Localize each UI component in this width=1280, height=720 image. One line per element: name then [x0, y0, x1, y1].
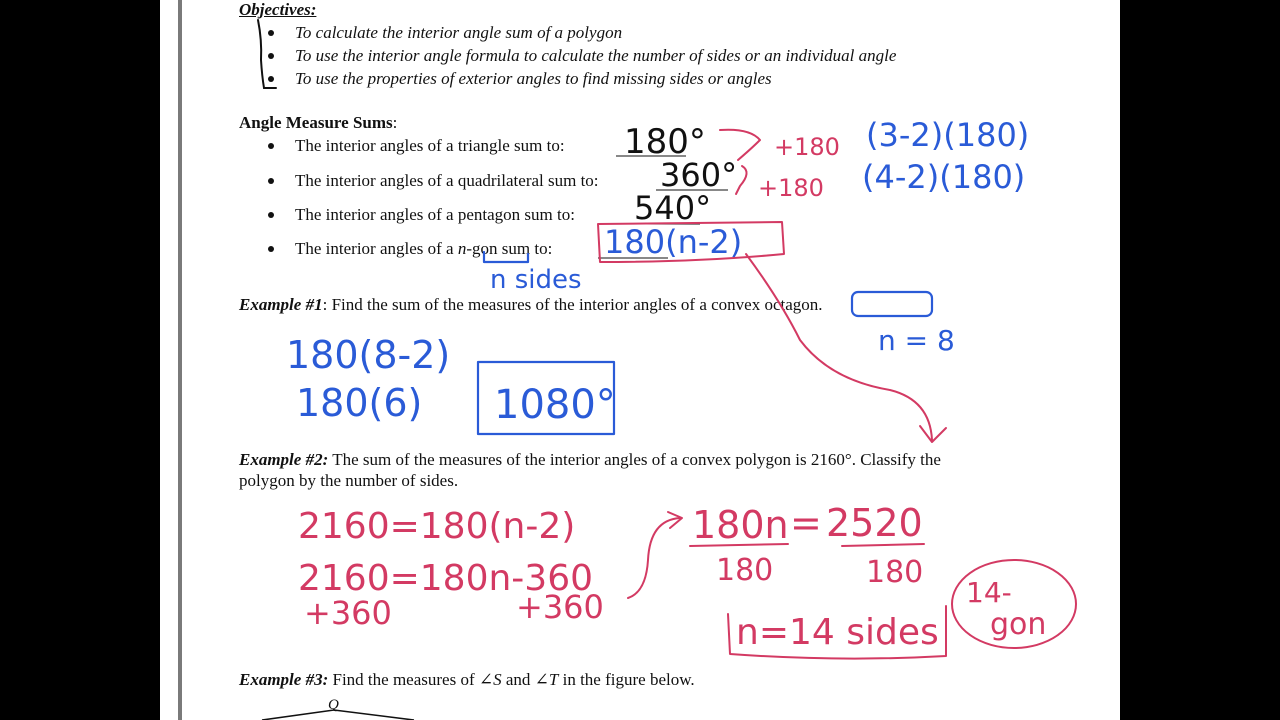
red-long-arrow-head [920, 426, 946, 442]
n-equals-8: n = 8 [878, 324, 955, 357]
ex2-denominator-right: 180 [866, 555, 924, 590]
quad-sum-answer: 360° [660, 156, 738, 194]
plus-180-second: +180 [758, 174, 824, 202]
objective-item: To use the properties of exterior angles to find missing sides or angles [295, 69, 772, 88]
ex1-work-line1: 180(8-2) [286, 333, 451, 377]
pentagon-sum-answer: 540° [634, 189, 712, 227]
ngon-variable: n [457, 239, 467, 258]
triangle-sum-answer: 180° [624, 122, 706, 162]
ex2-denominator-left: 180 [716, 553, 774, 588]
angle-sum-item: The interior angles of a triangle sum to: [295, 136, 565, 155]
octagon-box [852, 292, 932, 316]
angle-sum-item: The interior angles of a quadrilateral sum to: [295, 171, 599, 190]
ex2-work-line2: 2160=180n-360 [298, 558, 594, 599]
formula-quad: (4-2)(180) [862, 158, 1026, 196]
angle-sums-heading-colon: : [392, 113, 398, 132]
angle-t: ∠T [534, 670, 559, 689]
plus-180-first: +180 [774, 133, 840, 161]
ngon-formula: 180(n-2) [604, 223, 743, 261]
ex2-gon-line2: gon [990, 607, 1047, 642]
figure-vertex-q: Q [328, 697, 339, 713]
example2-label: Example #2: [239, 450, 329, 469]
formula-triangle: (3-2)(180) [866, 116, 1030, 154]
example1-text: : Find the sum of the measures of the interior angles of a convex octagon. [322, 295, 823, 314]
ex2-work-line1: 2160=180(n-2) [298, 506, 576, 547]
ex2-numerator-right: 2520 [826, 501, 923, 545]
ex1-answer: 1080° [494, 382, 616, 428]
red-arrow-2 [736, 166, 747, 194]
angle-s: ∠S [478, 670, 502, 689]
bracket-mark [258, 20, 276, 88]
ex2-work-line3-left: +360 [304, 594, 392, 632]
ngon-text-post: -gon sum to: [466, 239, 553, 258]
example3-text-pre: Find the measures of [328, 670, 479, 689]
ngon-text-pre: The interior angles of a [295, 239, 458, 258]
ex2-numerator-left: 180n [692, 503, 789, 547]
ex2-equals: = [790, 501, 822, 545]
ex2-gon-line1: 14- [966, 576, 1012, 609]
angle-sums-heading-text: Angle Measure Sums [239, 113, 393, 132]
example3-text-mid: and [501, 670, 535, 689]
objectives-heading: Objectives: [239, 0, 317, 19]
objective-item: To use the interior angle formula to calculate the number of sides or an individual angle [295, 46, 897, 65]
ex1-work-line2: 180(6) [296, 381, 423, 425]
ex2-arrow [628, 518, 680, 598]
example2-text-line1: The sum of the measures of the interior angles of a convex polygon is 2160°. Classify the [328, 450, 941, 469]
example3-label: Example #3: [239, 670, 329, 689]
objective-item: To calculate the interior angle sum of a polygon [295, 23, 623, 42]
example1-label: Example #1 [239, 295, 323, 314]
angle-sum-item: The interior angles of a pentagon sum to: [295, 205, 575, 224]
n-bracket [484, 252, 528, 262]
ex2-work-line3-right: +360 [516, 588, 604, 626]
example2-text-line2: polygon by the number of sides. [239, 471, 459, 490]
ex2-answer: n=14 sides [736, 612, 939, 653]
n-sides-label: n sides [490, 265, 582, 295]
example3-text-post: in the figure below. [558, 670, 695, 689]
